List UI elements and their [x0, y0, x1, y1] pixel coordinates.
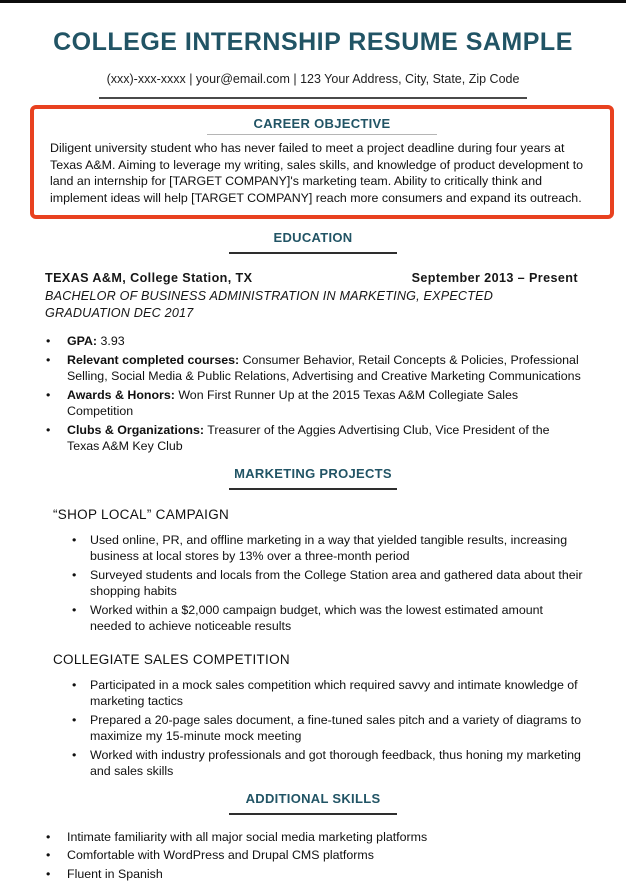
page-title: COLLEGE INTERNSHIP RESUME SAMPLE [0, 28, 626, 57]
education-school-row [45, 271, 578, 285]
bullet-text: Used online, PR, and offline marketing in a way that yielded tangible results, increasing business at local stores by 13% over a three-month period [90, 533, 567, 564]
list-item [0, 829, 626, 846]
section-heading-marketing-projects: MARKETING PROJECTS [0, 466, 626, 481]
list-item [0, 747, 626, 780]
list-item [0, 387, 626, 420]
project-title-collegiate-sales: COLLEGIATE SALES COMPETITION [53, 652, 578, 667]
bullet-text: Consumer Behavior, Retail Concepts & Policies, Professional Selling, Social Media & Public Relations, Advertising and Creative Marketing Communications [67, 353, 581, 384]
list-item [0, 532, 626, 565]
contact-info: (xxx)-xxx-xxxx | your@email.com | 123 Your Address, City, State, Zip Code [0, 72, 626, 86]
section-divider-additional-skills [229, 813, 397, 815]
section-heading-additional-skills: ADDITIONAL SKILLS [0, 791, 626, 806]
list-item [0, 677, 626, 710]
bullet-text: Comfortable with WordPress and Drupal CMS platforms [67, 848, 374, 862]
objective-highlight-box [30, 105, 614, 219]
list-item [0, 567, 626, 600]
skills-bullet-list [0, 829, 626, 882]
list-item [0, 422, 626, 455]
section-divider-career-objective [207, 134, 437, 135]
degree-line: BACHELOR OF BUSINESS ADMINISTRATION IN MARKETING, EXPECTED GRADUATION DEC 2017 [45, 288, 578, 321]
bullet-label: Relevant completed courses: [67, 353, 239, 367]
section-divider-education [229, 252, 397, 254]
objective-paragraph: Diligent university student who has never failed to meet a project deadline during four years at Texas A&M. Aiming to leverage my writing, sales skills, and knowledge of product development to land an internship for [TARGET COMPANY]'s marketing team. Ability to critically think and implement ideas will help [TARGET COMPANY] reach more consumers and expand its outreach. [50, 140, 594, 206]
bullet-text: Worked with industry professionals and got thorough feedback, thus honing my marketing and sales skills [90, 748, 581, 779]
contact-divider [99, 97, 527, 99]
list-item [0, 333, 626, 350]
project-bullet-list [0, 532, 626, 635]
bullet-text: Intimate familiarity with all major social media marketing platforms [67, 830, 427, 844]
section-heading-career-objective: CAREER OBJECTIVE [48, 116, 596, 131]
list-item [0, 352, 626, 385]
list-item [0, 712, 626, 745]
bullet-text: Treasurer of the Aggies Advertising Club, Vice President of the Texas A&M Key Club [67, 423, 550, 454]
list-item [0, 602, 626, 635]
bullet-label: Awards & Honors: [67, 388, 175, 402]
bullet-text: Worked within a $2,000 campaign budget, which was the lowest estimated amount needed to achieve noticeable results [90, 603, 543, 634]
bullet-label: Clubs & Organizations: [67, 423, 204, 437]
bullet-label: GPA: [67, 334, 97, 348]
bullet-text: Won First Runner Up at the 2015 Texas A&M Collegiate Sales Competition [67, 388, 518, 419]
list-item [0, 866, 626, 882]
bullet-text: Fluent in Spanish [67, 867, 163, 881]
bullet-text: Prepared a 20-page sales document, a fine-tuned sales pitch and a variety of diagrams to maximize my 15-minute mock meeting [90, 713, 581, 744]
project-title-shop-local: “SHOP LOCAL” CAMPAIGN [53, 507, 578, 522]
section-divider-marketing-projects [229, 488, 397, 490]
bullet-text: 3.93 [101, 334, 125, 348]
list-item [0, 847, 626, 864]
bullet-text: Participated in a mock sales competition which required savvy and intimate knowledge of marketing tactics [90, 678, 578, 709]
project-bullet-list [0, 677, 626, 780]
education-bullet-list [0, 333, 626, 455]
bullet-text: Surveyed students and locals from the College Station area and gathered data about their shopping habits [90, 568, 583, 599]
education-dates: September 2013 – Present [412, 271, 578, 285]
school-name: TEXAS A&M, College Station, TX [45, 271, 252, 285]
section-heading-education: EDUCATION [0, 230, 626, 245]
